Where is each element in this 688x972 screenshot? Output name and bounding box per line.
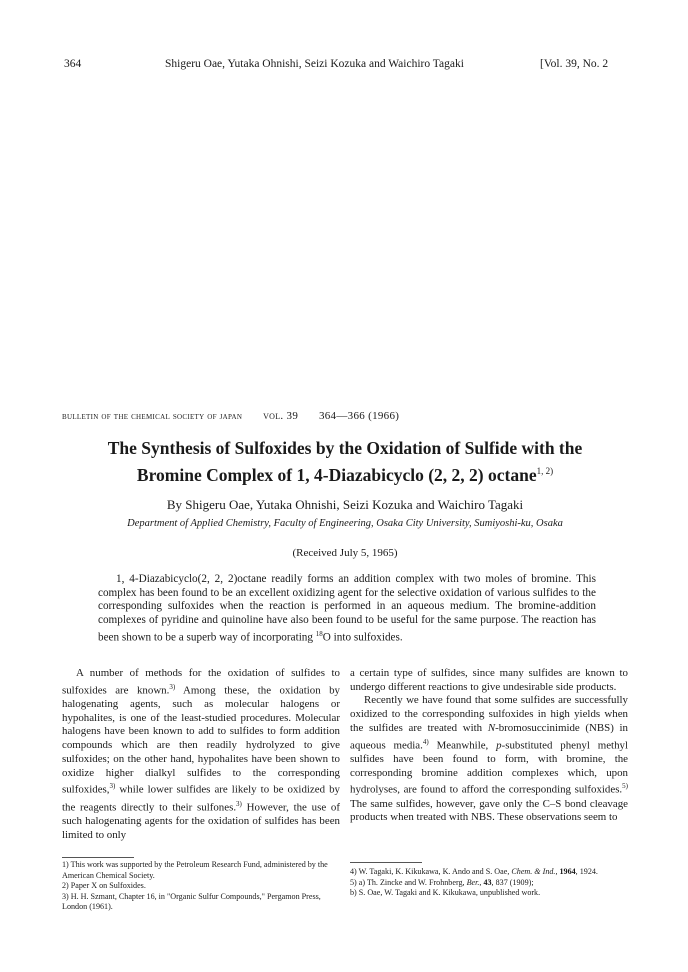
abstract [98, 573, 596, 645]
right-text-e: The same sulfides, however, gave only the C–S bond cleavage products when treated with NBS. These observations seem to [350, 797, 628, 824]
footnote-3: 3) H. H. Szmant, Chapter 16, in "Organic Sulfur Compounds," Pergamon Press, London (1961). [62, 891, 321, 912]
left-text-c: while lower sulfides are likely to be oxidized by the reagents directly to their sulfones. [62, 783, 340, 814]
footnotes-right [350, 867, 628, 899]
running-header-volume: [Vol. 39, No. 2 [540, 58, 609, 70]
author-byline: By Shigeru Oae, Yutaka Ohnishi, Seizi Kozuka and Waichiro Tagaki [166, 497, 524, 512]
page-number: 364 [64, 58, 82, 70]
title-line-2-text: Bromine Complex of 1, 4-Diazabicyclo (2, 2, 2) octane [136, 464, 537, 485]
footnote-divider-right [350, 862, 422, 863]
footnote-4-sep: , [555, 867, 560, 876]
journal-volume: vol. 39 [263, 410, 299, 422]
title-line-1: The Synthesis of Sulfoxides by the Oxidation of Sulfide with the [107, 438, 583, 458]
body-column-left [62, 667, 340, 842]
abstract-isotope-mass: 18 [315, 629, 323, 638]
footnote-5a-page: , 837 (1909); [491, 877, 534, 887]
footnote-5a-volume: 43 [483, 877, 492, 887]
left-text-b: Among these, the oxidation by halogenating agents, such as molecular halogens or hypohalites, is one of the least-studied procedures. Molecular halogens have been known to add to sulfides to form addition compounds which are then readily hydrolyzed to give sulfoxides; on the other hand, hypohalites have been shown to oxidize higher dialkyl sulfides to the corresponding sulfoxides, [62, 684, 340, 796]
article-title [62, 437, 628, 487]
right-text-b: -bromosuccinimide (NBS) in aqueous media. [350, 721, 629, 752]
title-footnote-refs: 1, 2) [536, 466, 554, 476]
footnote-1: 1) This work was supported by the Petroleum Research Fund, administered by the American Chemical Society. [62, 860, 328, 880]
journal-name: bulletin of the chemical society of japan [62, 411, 243, 422]
footnote-5a-journal: Ber. [466, 877, 480, 887]
abstract-text-b: O into sulfoxides. [322, 631, 403, 644]
ref-3-c: 3) [236, 799, 242, 808]
left-text-d: However, the use of such halogenating agents for the oxidation of sulfides has been limited to only [62, 801, 340, 841]
footnote-5a [350, 878, 628, 889]
right-italic-p: p [496, 739, 502, 752]
title-line-2 [62, 460, 628, 487]
footnote-2: 2) Paper X on Sulfoxides. [62, 881, 146, 891]
footnote-4-page: , 1924. [575, 867, 598, 876]
ref-3-a: 3) [169, 682, 176, 691]
footnote-5a-sep: , [479, 877, 484, 887]
footnote-5a-authors: 5) a) Th. Zincke and W. Frohnberg, [350, 877, 467, 887]
journal-citation-line [62, 410, 417, 422]
footnote-divider-left [62, 857, 134, 858]
footnote-5b: b) S. Oae, W. Tagaki and K. Kikukawa, unpublished work. [350, 888, 541, 898]
footnote-4-year: 1964 [559, 867, 576, 876]
right-text-c: Meanwhile, [428, 739, 497, 752]
ref-4: 4) [422, 737, 429, 746]
footnote-4-journal: Chem. & Ind. [511, 867, 556, 876]
journal-pages: 364—366 (1966) [318, 410, 400, 422]
footnote-4 [350, 867, 628, 878]
running-header-authors: Shigeru Oae, Yutaka Ohnishi, Seizi Kozuka and Waichiro Tagaki [165, 58, 464, 70]
right-text-d: -substituted phenyl methyl sulfides have been found to form, with bromine, the corresponding bromine addition complexes which, upon hydrolyses, are found to afford the corresponding sulfoxides. [350, 739, 628, 796]
ref-5: 5) [622, 782, 628, 791]
footnotes-left [62, 860, 340, 913]
left-text-a: A number of methods for the oxidation of sulfides to sulfoxides are known. [62, 667, 340, 697]
author-affiliation: Department of Applied Chemistry, Faculty of Engineering, Osaka City University, Sumiyoshi-ku, Osaka [127, 518, 563, 529]
right-text-a: Recently we have found that some sulfides are successfully oxidized to the corresponding sulfoxides in high yields when the sulfides are treated with [350, 694, 628, 734]
abstract-text-a: 1, 4-Diazabicyclo(2, 2, 2)octane readily forms an addition complex with two moles of bromine. This complex has been found to be an excellent oxidizing agent for the selective oxidation of various sulfides to the corresponding sulfoxides when the reaction is performed in an aqueous medium. The bromine-addition complexes of pyridine and quinoline have also been found to be useful for the same purpose. The reaction has been shown to be a superb way of incorporating [98, 573, 596, 644]
right-paragraph-1: a certain type of sulfides, since many sulfides are known to undergo different reactions to give undesirable side products. [350, 667, 628, 693]
received-date: (Received July 5, 1965) [292, 547, 398, 559]
body-column-right [350, 667, 628, 825]
right-paragraph-2 [350, 694, 628, 825]
footnote-4-authors: 4) W. Tagaki, K. Kikukawa, K. Ando and S. Oae, [350, 867, 512, 876]
ref-3-b: 3) [109, 782, 116, 791]
right-italic-n: N [487, 721, 496, 734]
